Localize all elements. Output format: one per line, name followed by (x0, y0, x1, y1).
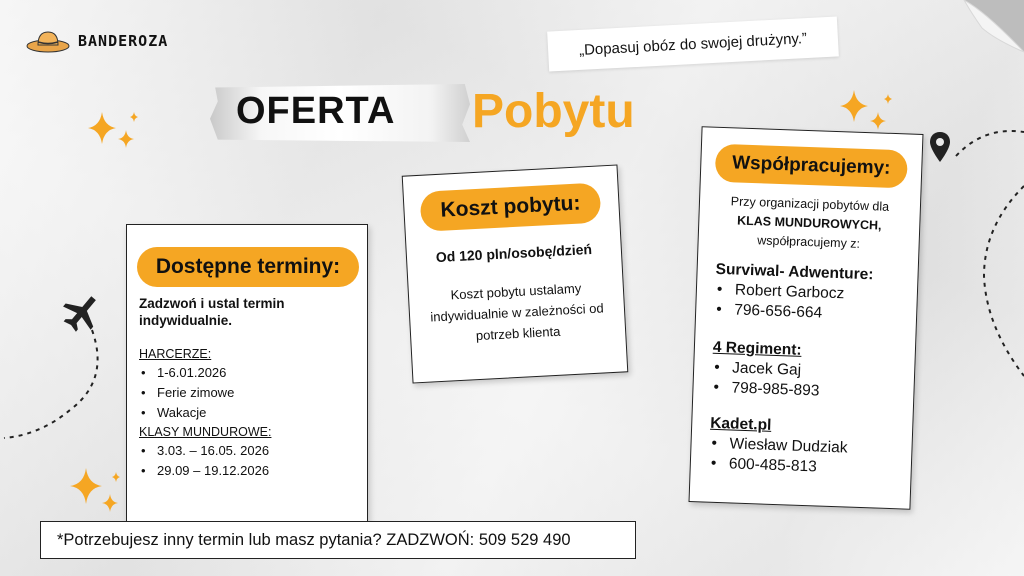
partner-group (714, 260, 906, 327)
partner-contacts (711, 358, 902, 405)
list-item: • Robert Garbocz (715, 280, 906, 307)
group-label-harcerze: HARCERZE: (139, 347, 212, 361)
partners-intro-bold: KLAS MUNDUROWYCH, (736, 213, 882, 233)
page-title-pobytu: Pobytu (472, 85, 635, 138)
cost-card (402, 164, 629, 383)
page-curl (924, 0, 1024, 80)
partners-intro-line2: współpracujemy z: (757, 233, 861, 251)
list-item: • 1-6.01.2026 (139, 363, 359, 383)
partner-name: 4 Regiment: (712, 338, 802, 359)
cowboy-hat-icon (26, 26, 72, 56)
klasy-list (139, 441, 359, 481)
partner-contacts (714, 280, 905, 327)
partner-contacts (709, 434, 900, 481)
list-item: • 29.09 – 19.12.2026 (139, 461, 359, 481)
terms-heading: Dostępne terminy: (137, 247, 359, 287)
list-item: • 3.03. – 16.05. 2026 (139, 441, 359, 461)
list-item: • 796-656-664 (714, 300, 905, 327)
cost-heading: Koszt pobytu: (420, 182, 602, 231)
location-pin-icon (930, 132, 950, 162)
list-item: • 600-485-813 (709, 454, 900, 481)
location-path-decoration (924, 126, 1024, 386)
available-terms-card (126, 224, 368, 542)
partners-intro-line1: Przy organizacji pobytów dla (730, 194, 890, 214)
page-title-oferta: OFERTA (236, 90, 396, 132)
slogan-text: „Dopasuj obóz do swojej drużyny.” (578, 29, 808, 59)
sparkle-icon (64, 464, 128, 520)
cost-description: Koszt pobytu ustalamy indywidualnie w zależności od potrzeb klienta (430, 280, 605, 344)
footer-note-box (40, 521, 636, 559)
partners-card (689, 126, 924, 510)
airplane-icon (56, 290, 107, 338)
partner-group (711, 338, 903, 405)
partners-heading: Współpracujemy: (715, 144, 908, 189)
partner-group (709, 414, 901, 481)
partner-name: Kadet.pl (709, 414, 772, 434)
brand-logo (26, 26, 168, 56)
list-item: • 798-985-893 (711, 378, 902, 405)
terms-body (139, 295, 359, 481)
partner-name: Surviwal- Adwenture: (715, 260, 874, 284)
list-item: • Wakacje (139, 403, 359, 423)
terms-lead: Zadzwoń i ustal termin indywidualnie. (139, 296, 285, 328)
airplane-path-decoration (0, 290, 110, 450)
list-item: • Jacek Gaj (712, 358, 903, 385)
partners-intro (706, 192, 912, 256)
sparkle-icon (82, 108, 144, 160)
group-label-klasy: KLASY MUNDUROWE: (139, 425, 272, 439)
list-item: • Wiesław Dudziak (709, 434, 900, 461)
brand-name: BANDEROZA (78, 32, 169, 50)
harcerze-list (139, 363, 359, 423)
cost-price: Od 120 pln/osobę/dzień (435, 240, 593, 266)
list-item: • Ferie zimowe (139, 383, 359, 403)
footer-note: *Potrzebujesz inny termin lub masz pytania? ZADZWOŃ: 509 529 490 (57, 530, 571, 549)
